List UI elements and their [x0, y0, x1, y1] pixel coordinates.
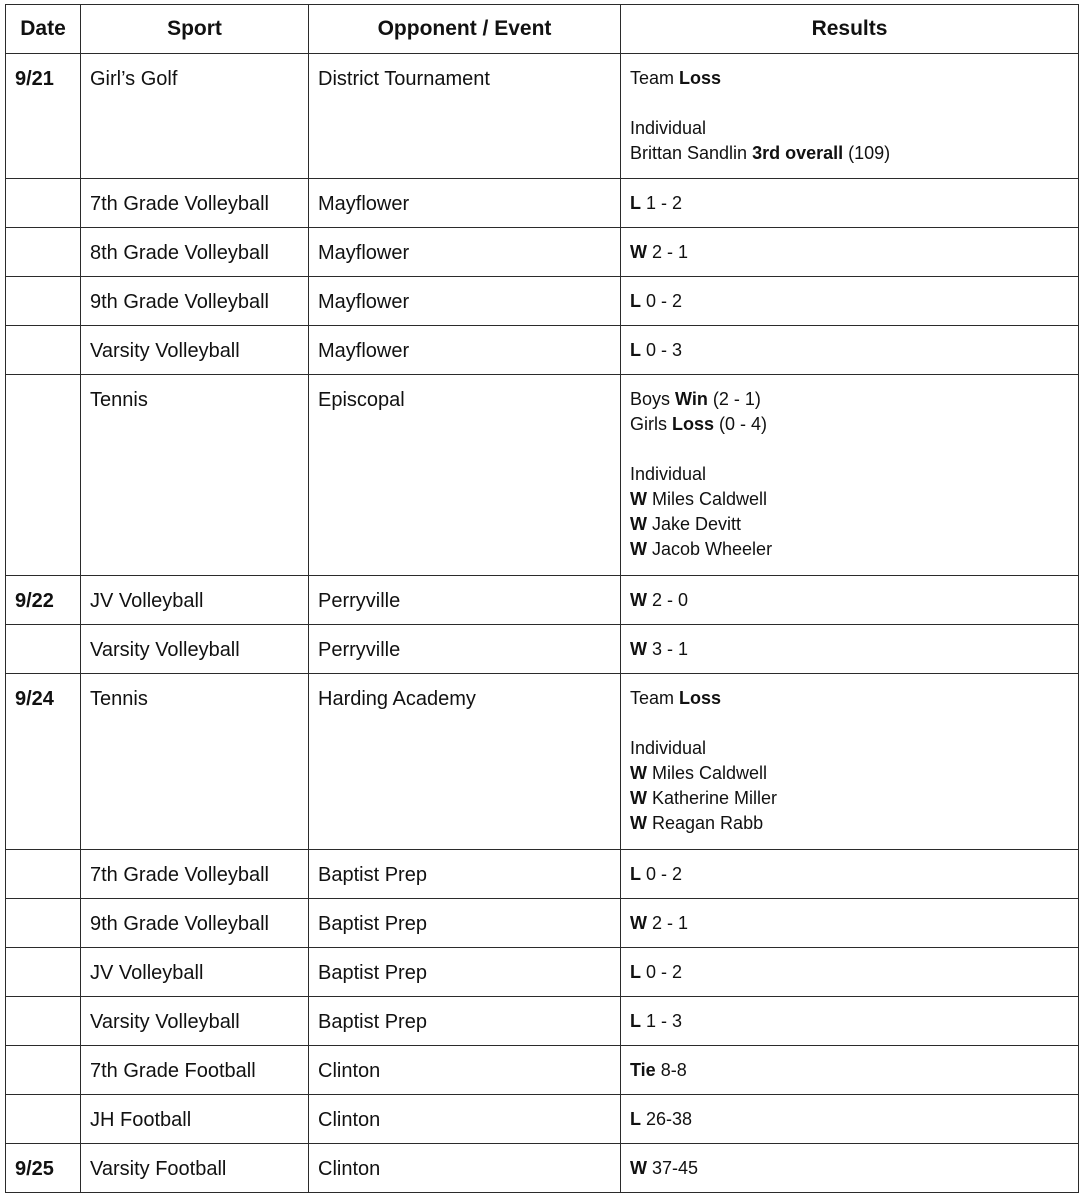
- header-sport: Sport: [81, 5, 309, 54]
- result-text: (0 - 4): [714, 414, 768, 434]
- result-line: [630, 588, 1078, 613]
- table-row: [6, 179, 1079, 228]
- sport-cell: 7th Grade Volleyball: [81, 179, 309, 228]
- result-line: [630, 786, 1078, 811]
- date-cell: [6, 228, 81, 277]
- result-line: [630, 289, 1078, 314]
- date-cell: [6, 997, 81, 1046]
- results-cell: [621, 1095, 1079, 1144]
- table-row: [6, 948, 1079, 997]
- result-line: [630, 1058, 1078, 1083]
- result-emphasis: Loss: [679, 688, 722, 708]
- sport-cell: Girl’s Golf: [81, 54, 309, 179]
- sport-cell: Tennis: [81, 375, 309, 576]
- table-row: [6, 674, 1079, 850]
- result-text: 1 - 2: [641, 193, 683, 213]
- result-text: 37-45: [647, 1158, 699, 1178]
- date-cell: [6, 179, 81, 228]
- sport-cell: Varsity Volleyball: [81, 625, 309, 674]
- result-line: [630, 862, 1078, 887]
- result-text: Jake Devitt: [647, 514, 742, 534]
- sport-cell: JV Volleyball: [81, 576, 309, 625]
- result-line: [630, 960, 1078, 985]
- result-emphasis: W: [630, 639, 647, 659]
- table-row: [6, 850, 1079, 899]
- date-cell: 9/25: [6, 1144, 81, 1193]
- results-cell: [621, 948, 1079, 997]
- result-emphasis: W: [630, 763, 647, 783]
- result-emphasis: W: [630, 788, 647, 808]
- result-line: [630, 736, 1078, 761]
- result-emphasis: L: [630, 1109, 641, 1129]
- result-emphasis: W: [630, 913, 647, 933]
- result-line: [630, 761, 1078, 786]
- sport-cell: 7th Grade Football: [81, 1046, 309, 1095]
- results-cell: [621, 228, 1079, 277]
- table-row: [6, 997, 1079, 1046]
- opponent-cell: Baptist Prep: [309, 850, 621, 899]
- result-emphasis: W: [630, 489, 647, 509]
- table-row: [6, 375, 1079, 576]
- result-emphasis: W: [630, 242, 647, 262]
- result-text: Individual: [630, 738, 707, 758]
- result-line: [630, 240, 1078, 265]
- date-cell: [6, 1095, 81, 1144]
- result-line: [630, 537, 1078, 562]
- date-cell: [6, 850, 81, 899]
- date-cell: [6, 948, 81, 997]
- sport-cell: 9th Grade Volleyball: [81, 899, 309, 948]
- date-cell: [6, 899, 81, 948]
- table-row: [6, 54, 1079, 179]
- result-line: [630, 116, 1078, 141]
- sport-cell: JH Football: [81, 1095, 309, 1144]
- results-cell: [621, 179, 1079, 228]
- result-emphasis: L: [630, 1011, 641, 1031]
- table-row: [6, 576, 1079, 625]
- date-cell: [6, 1046, 81, 1095]
- opponent-cell: Mayflower: [309, 326, 621, 375]
- result-text: 3 - 1: [647, 639, 689, 659]
- result-spacer: [630, 91, 1078, 116]
- result-text: 0 - 3: [641, 340, 683, 360]
- date-cell: [6, 326, 81, 375]
- result-text: 2 - 1: [647, 242, 689, 262]
- sport-cell: 8th Grade Volleyball: [81, 228, 309, 277]
- opponent-cell: Episcopal: [309, 375, 621, 576]
- results-cell: [621, 375, 1079, 576]
- date-cell: 9/24: [6, 674, 81, 850]
- table-row: [6, 899, 1079, 948]
- results-cell: [621, 326, 1079, 375]
- result-spacer: [630, 711, 1078, 736]
- table-row: [6, 625, 1079, 674]
- header-results: Results: [621, 5, 1079, 54]
- result-emphasis: W: [630, 539, 647, 559]
- result-line: [630, 141, 1078, 166]
- result-text: 2 - 1: [647, 913, 689, 933]
- result-line: [630, 1009, 1078, 1034]
- sport-cell: Tennis: [81, 674, 309, 850]
- result-emphasis: Loss: [672, 414, 715, 434]
- date-cell: 9/21: [6, 54, 81, 179]
- result-line: [630, 487, 1078, 512]
- result-emphasis: W: [630, 514, 647, 534]
- result-text: Miles Caldwell: [647, 489, 768, 509]
- results-cell: [621, 850, 1079, 899]
- result-text: 1 - 3: [641, 1011, 683, 1031]
- table-row: [6, 1046, 1079, 1095]
- opponent-cell: Mayflower: [309, 277, 621, 326]
- result-text: Reagan Rabb: [647, 813, 764, 833]
- header-date: Date: [6, 5, 81, 54]
- result-spacer: [630, 437, 1078, 462]
- results-cell: [621, 1144, 1079, 1193]
- results-cell: [621, 1046, 1079, 1095]
- result-line: [630, 66, 1078, 91]
- result-text: 0 - 2: [641, 291, 683, 311]
- header-row: [6, 5, 1079, 54]
- result-emphasis: 3rd overall: [752, 143, 844, 163]
- result-line: [630, 686, 1078, 711]
- result-emphasis: L: [630, 291, 641, 311]
- result-line: [630, 462, 1078, 487]
- results-table: [5, 4, 1079, 1193]
- result-text: 0 - 2: [641, 962, 683, 982]
- result-text: Team: [630, 68, 680, 88]
- results-cell: [621, 277, 1079, 326]
- header-opponent: Opponent / Event: [309, 5, 621, 54]
- result-line: [630, 637, 1078, 662]
- sport-cell: Varsity Volleyball: [81, 997, 309, 1046]
- result-line: [630, 191, 1078, 216]
- sport-cell: Varsity Football: [81, 1144, 309, 1193]
- opponent-cell: Baptist Prep: [309, 997, 621, 1046]
- results-cell: [621, 54, 1079, 179]
- results-cell: [621, 997, 1079, 1046]
- opponent-cell: Baptist Prep: [309, 948, 621, 997]
- results-cell: [621, 576, 1079, 625]
- result-text: 8-8: [655, 1060, 687, 1080]
- result-emphasis: L: [630, 864, 641, 884]
- result-text: 2 - 0: [647, 590, 689, 610]
- date-cell: [6, 277, 81, 326]
- results-cell: [621, 625, 1079, 674]
- date-cell: [6, 375, 81, 576]
- sport-cell: Varsity Volleyball: [81, 326, 309, 375]
- table-row: [6, 1095, 1079, 1144]
- result-emphasis: L: [630, 193, 641, 213]
- opponent-cell: Clinton: [309, 1046, 621, 1095]
- result-emphasis: Loss: [679, 68, 722, 88]
- table-row: [6, 277, 1079, 326]
- result-text: 0 - 2: [641, 864, 683, 884]
- result-emphasis: W: [630, 813, 647, 833]
- results-cell: [621, 674, 1079, 850]
- result-line: [630, 387, 1078, 412]
- result-line: [630, 1156, 1078, 1181]
- opponent-cell: Mayflower: [309, 179, 621, 228]
- opponent-cell: Perryville: [309, 625, 621, 674]
- opponent-cell: Perryville: [309, 576, 621, 625]
- table-row: [6, 1144, 1079, 1193]
- result-text: Individual: [630, 118, 707, 138]
- result-text: Team: [630, 688, 680, 708]
- opponent-cell: Mayflower: [309, 228, 621, 277]
- date-cell: [6, 625, 81, 674]
- result-text: 26-38: [641, 1109, 693, 1129]
- result-text: Jacob Wheeler: [647, 539, 773, 559]
- table-row: [6, 326, 1079, 375]
- opponent-cell: Harding Academy: [309, 674, 621, 850]
- result-emphasis: L: [630, 340, 641, 360]
- result-line: [630, 338, 1078, 363]
- opponent-cell: Baptist Prep: [309, 899, 621, 948]
- sport-cell: 9th Grade Volleyball: [81, 277, 309, 326]
- result-text: Brittan Sandlin: [630, 143, 753, 163]
- result-line: [630, 1107, 1078, 1132]
- result-text: Girls: [630, 414, 672, 434]
- results-cell: [621, 899, 1079, 948]
- opponent-cell: Clinton: [309, 1144, 621, 1193]
- result-emphasis: L: [630, 962, 641, 982]
- opponent-cell: Clinton: [309, 1095, 621, 1144]
- result-text: Boys: [630, 389, 676, 409]
- sport-cell: JV Volleyball: [81, 948, 309, 997]
- sport-cell: 7th Grade Volleyball: [81, 850, 309, 899]
- date-cell: 9/22: [6, 576, 81, 625]
- result-line: [630, 911, 1078, 936]
- result-emphasis: W: [630, 1158, 647, 1178]
- result-emphasis: Win: [675, 389, 708, 409]
- result-text: Katherine Miller: [647, 788, 778, 808]
- result-text: Miles Caldwell: [647, 763, 768, 783]
- result-text: (2 - 1): [707, 389, 761, 409]
- result-line: [630, 811, 1078, 836]
- result-emphasis: Tie: [630, 1060, 656, 1080]
- result-emphasis: W: [630, 590, 647, 610]
- opponent-cell: District Tournament: [309, 54, 621, 179]
- result-text: (109): [843, 143, 891, 163]
- table-row: [6, 228, 1079, 277]
- result-text: Individual: [630, 464, 707, 484]
- result-line: [630, 412, 1078, 437]
- result-line: [630, 512, 1078, 537]
